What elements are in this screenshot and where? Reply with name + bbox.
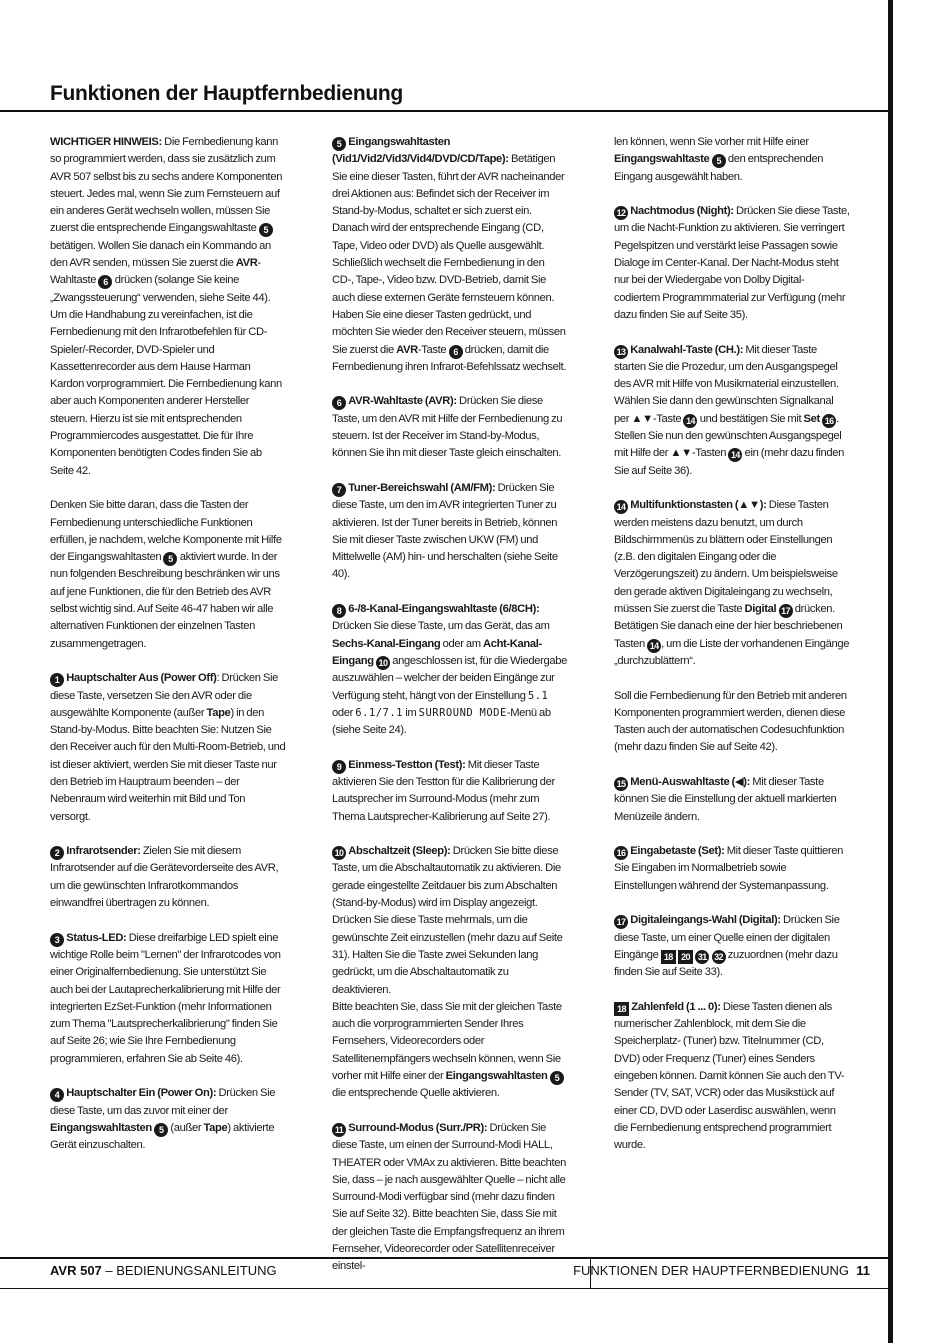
text: Drücken Sie bitte diese Taste, um die Abschaltautomatik zu aktivieren. Die gerade eingestellte Zeitdauer bis zum Abschalten (Stand-by-Modus) wird im Display angezeigt. Drücken Sie diese Taste mehrmals, um die gewünschte Zeit einzustellen (mehr dazu auf Seite 31). Halten Sie die Taste zwei Sekunden lang gedrückt, um die Abschaltautomatik zu deaktivieren. [332,845,563,996]
item-heading: 6-/8-Kanal-Eingangswahltaste (6/8CH): [348,603,540,616]
text: Drücken Sie diese Taste, um einen der Surround-Modi HALL, THEATER oder VMAx zu aktivieren. Bitte beachten Sie, dass – je nach ausgewählter Quelle – nicht alle Surround-Modi verfügbar sind (mehr dazu finden Sie auf Seite 32). Bitte beachten Sie, dass Sie mit der gleichen Taste die Empfangsfrequenz an ihrem Fernseher, Videorecorder oder Satellitenreceiver einstel- [332,1121,567,1273]
item-3 [50,930,286,1068]
display-text: SURROUND MODE [418,706,507,719]
number-badge: 16 [822,414,836,428]
item-heading: Eingabetaste (Set): [630,845,725,858]
item-11 [332,1120,568,1276]
number-badge: 5 [712,154,726,168]
number-badge: 5 [550,1071,564,1085]
number-badge: 14 [728,448,742,462]
text: Drücken Sie diese Taste, um das Gerät, das am [332,620,550,633]
text: Betätigen Sie eine dieser Tasten, führt der AVR nacheinander drei Aktionen aus: Befindet sich der Receiver im Stand-by-Modus, schaltet er sich zuerst ein. Danach wird der entsprechende Eingang (CD, Tape, Video oder DVD) als Quelle ausgewählt. Schließlich wechselt die Fernbedienung in den CD-, Tape-, Video bzw. DVD-Betrieb, damit Sie auch diese externen Geräte fernsteuern können. Haben Sie eine dieser Tasten gedrückt, und möchten Sie wieder den Receiver steuern, müssen Sie zuerst die [332,153,566,356]
number-badge: 10 [376,656,390,670]
number-badge: 14 [647,639,661,653]
item-14-codesearch [614,688,850,757]
item-heading: Menü-Auswahltaste (◀): [630,775,751,788]
number-badge: 5 [332,137,346,151]
arrow-keys-icon: ▲▼ [631,412,653,425]
number-badge: 17 [614,915,628,929]
item-12 [614,203,850,324]
number-badge: 5 [259,223,273,237]
number-badge: 6 [449,345,463,359]
item-2 [50,843,286,912]
item-6 [332,393,568,462]
text: Drücken Sie diese Taste, um die Nacht-Funktion zu aktivieren. Sie verringert Pegelspitzen und verstärkt leise Passagen sowie Dialoge im Center-Kanal. Der Nacht-Modus steht nur bei der Wiedergabe von Dolby Digital-codiertem Programmmaterial zur Verfügung (mehr dazu finden Sie auf Seite 35). [614,205,850,321]
page-title: Funktionen der Hauptfernbedienung [50,82,403,105]
item-heading: Abschaltzeit (Sleep): [348,845,451,858]
number-badge: 12 [614,206,628,220]
text: Diese Tasten dienen als numerischer Zahlenblock, mit dem Sie die Speicherplatz- (Tuner) bzw. Titelnummer (CD, DVD) oder Frequenz (Tuner) eines Senders eingeben können. Damit können Sie auch den TV-Sender (TV, SAT, VCR) oder das Musikstück auf einer CD, DVD oder Laserdisc auswählen, wenn die Fernbedienung entsprechend programmiert wurde. [614,1000,845,1152]
number-badge: 2 [50,846,64,860]
text: angeschlossen ist, für die Wiedergabe auszuwählen – welcher der beiden Eingänge zur Verfügung steht, hängt von der Einstellung [332,654,567,702]
item-heading: Einmess-Testton (Test): [348,758,466,771]
text: drücken (solange Sie keine „Zwangssteuerung“ verwenden, siehe Seite 44). [50,274,271,304]
number-badge: 15 [614,777,628,791]
text: Mit dieser Taste quittieren Sie Eingaben im Normalbetrieb sowie Einstellungen während der Systemanpassung. [614,845,844,892]
text: -Taste [417,343,449,356]
text: Mit dieser Taste aktivieren Sie den Testton für die Kalibrierung der Lautsprecher im Surround-Modus (mehr zum Thema Lautsprecher-Kalibrierung auf Seite 27). [332,758,555,823]
number-badge: 32 [712,950,726,964]
text: drücken. Betätigen Sie danach eine der hier beschriebenen Tasten [614,603,843,650]
number-badge: 10 [332,846,346,860]
text: Eingangswahltasten [50,1121,152,1134]
item-10 [332,843,568,1102]
text: Um die Handhabung zu vereinfachen, ist die Fernbedienung mit den Infrarotbefehlen für CD-Spieler/-Recorder, DVD-Spieler und Kassettenrecorder aus dem Hause Harman Kardon vorprogrammiert. Die Fernbedienung kann aber auch Komponenten anderer Hersteller steuern. Hierzu ist sie mit entsprechenden Programmiercodes ausgestattet. Die für Ihre Komponenten benötigten Codes finden Sie ab Seite 42. [50,308,282,477]
item-9 [332,757,568,826]
item-7 [332,480,568,584]
title-rule [0,110,893,112]
footer-left [50,1263,277,1278]
display-text: 6.1/7.1 [355,706,404,719]
item-5 [332,134,568,376]
text: ) aktivierte Gerät einzuschalten. [50,1121,275,1152]
text: Diese Tasten werden meistens dazu benutzt, um durch Bildschirmmenüs zu blättern oder Einstellungen (z.B. den digitalen Eingang oder die Verzögerungszeit) zu ändern. Um beispielsweise den gerade aktiven Digitaleingang zu wechseln, müssen Sie zuerst die Taste [614,499,838,616]
text: Set [803,412,820,425]
number-badge: 9 [332,760,346,774]
text: Mit dieser Taste können Sie die Einstellung der aktuell markierten Menüzeile ändern. [614,775,837,823]
text: AVR [235,257,258,270]
item-heading: Status-LED: [66,931,127,944]
text: Soll die Fernbedienung für den Betrieb mit anderen Komponenten programmiert werden, dienen diese Tasten auch der automatischen Codesuchfunktion (mehr dazu finden Sie auf Seite 42). [614,689,847,754]
footer-right [573,1263,870,1278]
text: -Menü ab (siehe Seite 24). [332,706,551,737]
number-badge: 14 [683,414,697,428]
text: die entsprechende Quelle aktivieren. [332,1087,500,1100]
text: Denken Sie bitte daran, dass die Tasten der Fernbedienung unterschiedliche Funktionen erfüllen, je nachdem, welche Komponente mit Hilfe der Eingangswahltasten [50,499,282,564]
text: Drücken Sie diese Taste, um den im AVR integrierten Tuner zu aktivieren. Ist der Tuner bereits in Betrieb, können Sie mit dieser Taste zwischen UKW (FM) und Mittelwelle (AM) hin- und herschalten (siehe Seite 40). [332,481,558,581]
number-badge: 6 [98,275,112,289]
footer-bottom-rule [0,1288,893,1289]
footer-section-title: FUNKTIONEN DER HAUPTFERNBEDIENUNG [573,1263,850,1278]
text: ) in den Stand-by-Modus. Bitte beachten Sie: Nutzen Sie den Receiver auch für den Multi-Room-Betrieb, und ist dieser aktiviert, werden Sie mit dieser Taste nur den Betrieb im Hauptraum beenden – der Nebenraum wird weiterhin mit Bild und Ton versorgt. [50,706,286,823]
item-18 [614,999,850,1155]
number-badge: 1 [50,673,64,687]
footer-manual-label: – BEDIENUNGSANLEITUNG [101,1263,277,1278]
text: Tape [203,1121,228,1134]
number-badge: 17 [779,604,793,618]
text: , um die Liste der vorhandenen Eingänge „durchzublättern“. [614,637,850,667]
column-3 [614,134,850,1172]
notice-paragraph [50,134,286,480]
text: oder [332,706,356,719]
item-heading: Infrarotsender: [66,845,141,858]
item-1 [50,670,286,826]
item-11-continued [614,134,850,186]
item-heading: Surround-Modus (Surr./PR): [348,1121,488,1134]
number-badge: 16 [614,846,628,860]
item-15 [614,774,850,826]
number-badge: 13 [614,345,628,359]
item-heading: Nachtmodus (Night): [630,205,734,218]
text: im [403,706,419,719]
item-heading: Digitaleingangs-Wahl (Digital): [630,914,781,927]
number-badge: 5 [163,552,177,566]
column-1 [50,134,286,1172]
number-badge: 8 [332,604,346,618]
number-badge: 5 [154,1123,168,1137]
item-4 [50,1085,286,1154]
item-heading: Hauptschalter Ein (Power On): [66,1087,217,1100]
text: Drücken Sie diese Taste, um das zuvor mit einer der [50,1087,276,1117]
number-badge: 4 [50,1088,64,1102]
item-17 [614,912,850,981]
remember-paragraph [50,497,286,653]
number-badge: 3 [50,933,64,947]
arrow-keys-icon: ▲▼ [670,447,692,460]
text: ein (mehr dazu finden Sie auf Seite 36). [614,447,844,477]
footer-model: AVR 507 [50,1263,102,1278]
item-14 [614,497,850,670]
text: drücken, damit die Fernbedienung ihren Infrarot-Befehlssatz wechselt. [332,343,567,373]
item-heading: AVR-Wahltaste (AVR): [348,395,457,408]
text: Eingangswahltasten [445,1070,548,1083]
text: len können, wenn Sie vorher mit Hilfe einer [614,136,809,148]
item-heading: Eingangswahltasten (Vid1/Vid2/Vid3/Vid4/DVD/CD/Tape): [332,136,509,166]
text: Eingangswahltaste [614,153,710,166]
item-heading: Multifunktionstasten (▲▼): [630,499,767,512]
text: Zielen Sie mit diesem Infrarotsender auf die Gerätevorderseite des AVR, um die gewünschten Infrarotkommandos einwandfrei übertragen zu können. [50,845,279,910]
item-heading: Kanalwahl-Taste (CH.): [630,343,744,356]
text: Tape [206,706,231,719]
text: Mit dieser Taste starten Sie die Prozedur, um den Ausgangspegel des AVR mit Hilfe von Musikmaterial einzustellen. Wählen Sie dann den gewünschten Signalkanal per [614,343,839,425]
number-badge: 14 [614,500,628,514]
text: AVR [396,343,418,356]
number-badge: 11 [332,1123,346,1137]
text: Bitte beachten Sie, dass Sie mit der gleichen Taste auch die vorprogrammierten Sender Ihres Fernsehers, Videorecorders oder Satellitenempfängers wechseln können, wenn Sie vorher mit Hilfe einer der [332,1000,562,1083]
text: Digital [744,603,777,616]
item-13 [614,342,850,480]
text: betätigen. Wollen Sie danach ein Kommando an den AVR senden, müssen Sie zuerst die [50,239,271,270]
item-heading: Hauptschalter Aus (Power Off) [66,672,217,685]
text: Diese dreifarbige LED spielt eine wichtige Rolle beim "Lernen" der Infrarotcodes von einer Originalfernbedienung. Sie unterstützt Sie auch bei der Lautaprecherkalibrierung mit Hilfe der integrierten EzSet-Funktion (mehr Informationen zum Thema "Lautsprecherkalibrierung" finden Sie auf Seite 26; wie Sie Ihre Fernbedienung programmieren, erfahren Sie ab Seite 46). [50,931,281,1065]
text: Die Fernbedienung kann so programmiert werden, dass sie zusätzlich zum AVR 507 selbst bis zu sechs andere Komponenten steuert. Jedes mal, wenn Sie zum Fernsteuern auf ein anderes Gerät wechseln wollen, müssen Sie zuerst die entsprechende Eingangswahltaste [50,136,283,235]
column-2 [332,134,568,1293]
notice-heading: WICHTIGER HINWEIS: [50,136,162,148]
text: : Drücken Sie diese Taste, versetzen Sie den AVR oder die ausgewählte Komponente (außer [50,672,279,719]
right-border-line [888,0,893,1343]
number-badge: 7 [332,483,346,497]
text: den entsprechenden Eingang ausgewählt haben. [614,153,824,183]
square-number-badge: 18 [614,1002,629,1016]
square-number-badge: 20 [678,950,693,964]
text: -Taste [652,412,684,425]
text: -Tasten [691,447,729,460]
text: oder am [440,637,483,650]
text: zuzuordnen (mehr dazu finden Sie auf Seite 33). [614,948,838,979]
item-8 [332,601,568,739]
text: (außer [168,1121,204,1134]
item-heading: Tuner-Bereichswahl (AM/FM): [348,481,496,494]
item-16 [614,843,850,895]
number-badge: 31 [695,950,709,964]
square-number-badge: 18 [661,950,676,964]
text: aktiviert wurde. In der nun folgenden Beschreibung beschränken wir uns auf jene Funktionen, die für den Betrieb des AVR selbst wichtig sind. Auf Seite 46-47 haben wir alle alternativen Funktionen der einzelnen Tasten zusammengetragen. [50,551,280,650]
text: -Wahltaste [50,257,261,287]
text: . Stellen Sie nun den gewünschten Ausgangspegel mit Hilfe der [614,412,842,460]
number-badge: 6 [332,396,346,410]
footer-rule [0,1257,893,1259]
display-text: 5.1 [527,689,549,702]
text: Drücken Sie diese Taste, um einer Quelle einen der digitalen Eingänge [614,914,840,961]
text: Sechs-Kanal-Eingang [332,637,441,650]
text: Acht-Kanal-Eingang [332,637,542,667]
page-number: 11 [856,1263,870,1278]
item-heading: Zahlenfeld (1 ... 0): [631,1000,721,1013]
text: Drücken Sie diese Taste, um den AVR mit Hilfe der Fernbedienung zu steuern. Ist der Receiver im Stand-by-Modus, können Sie ihn mit dieser Taste gleich einschalten. [332,395,563,460]
text: und bestätigen Sie mit [697,412,804,425]
